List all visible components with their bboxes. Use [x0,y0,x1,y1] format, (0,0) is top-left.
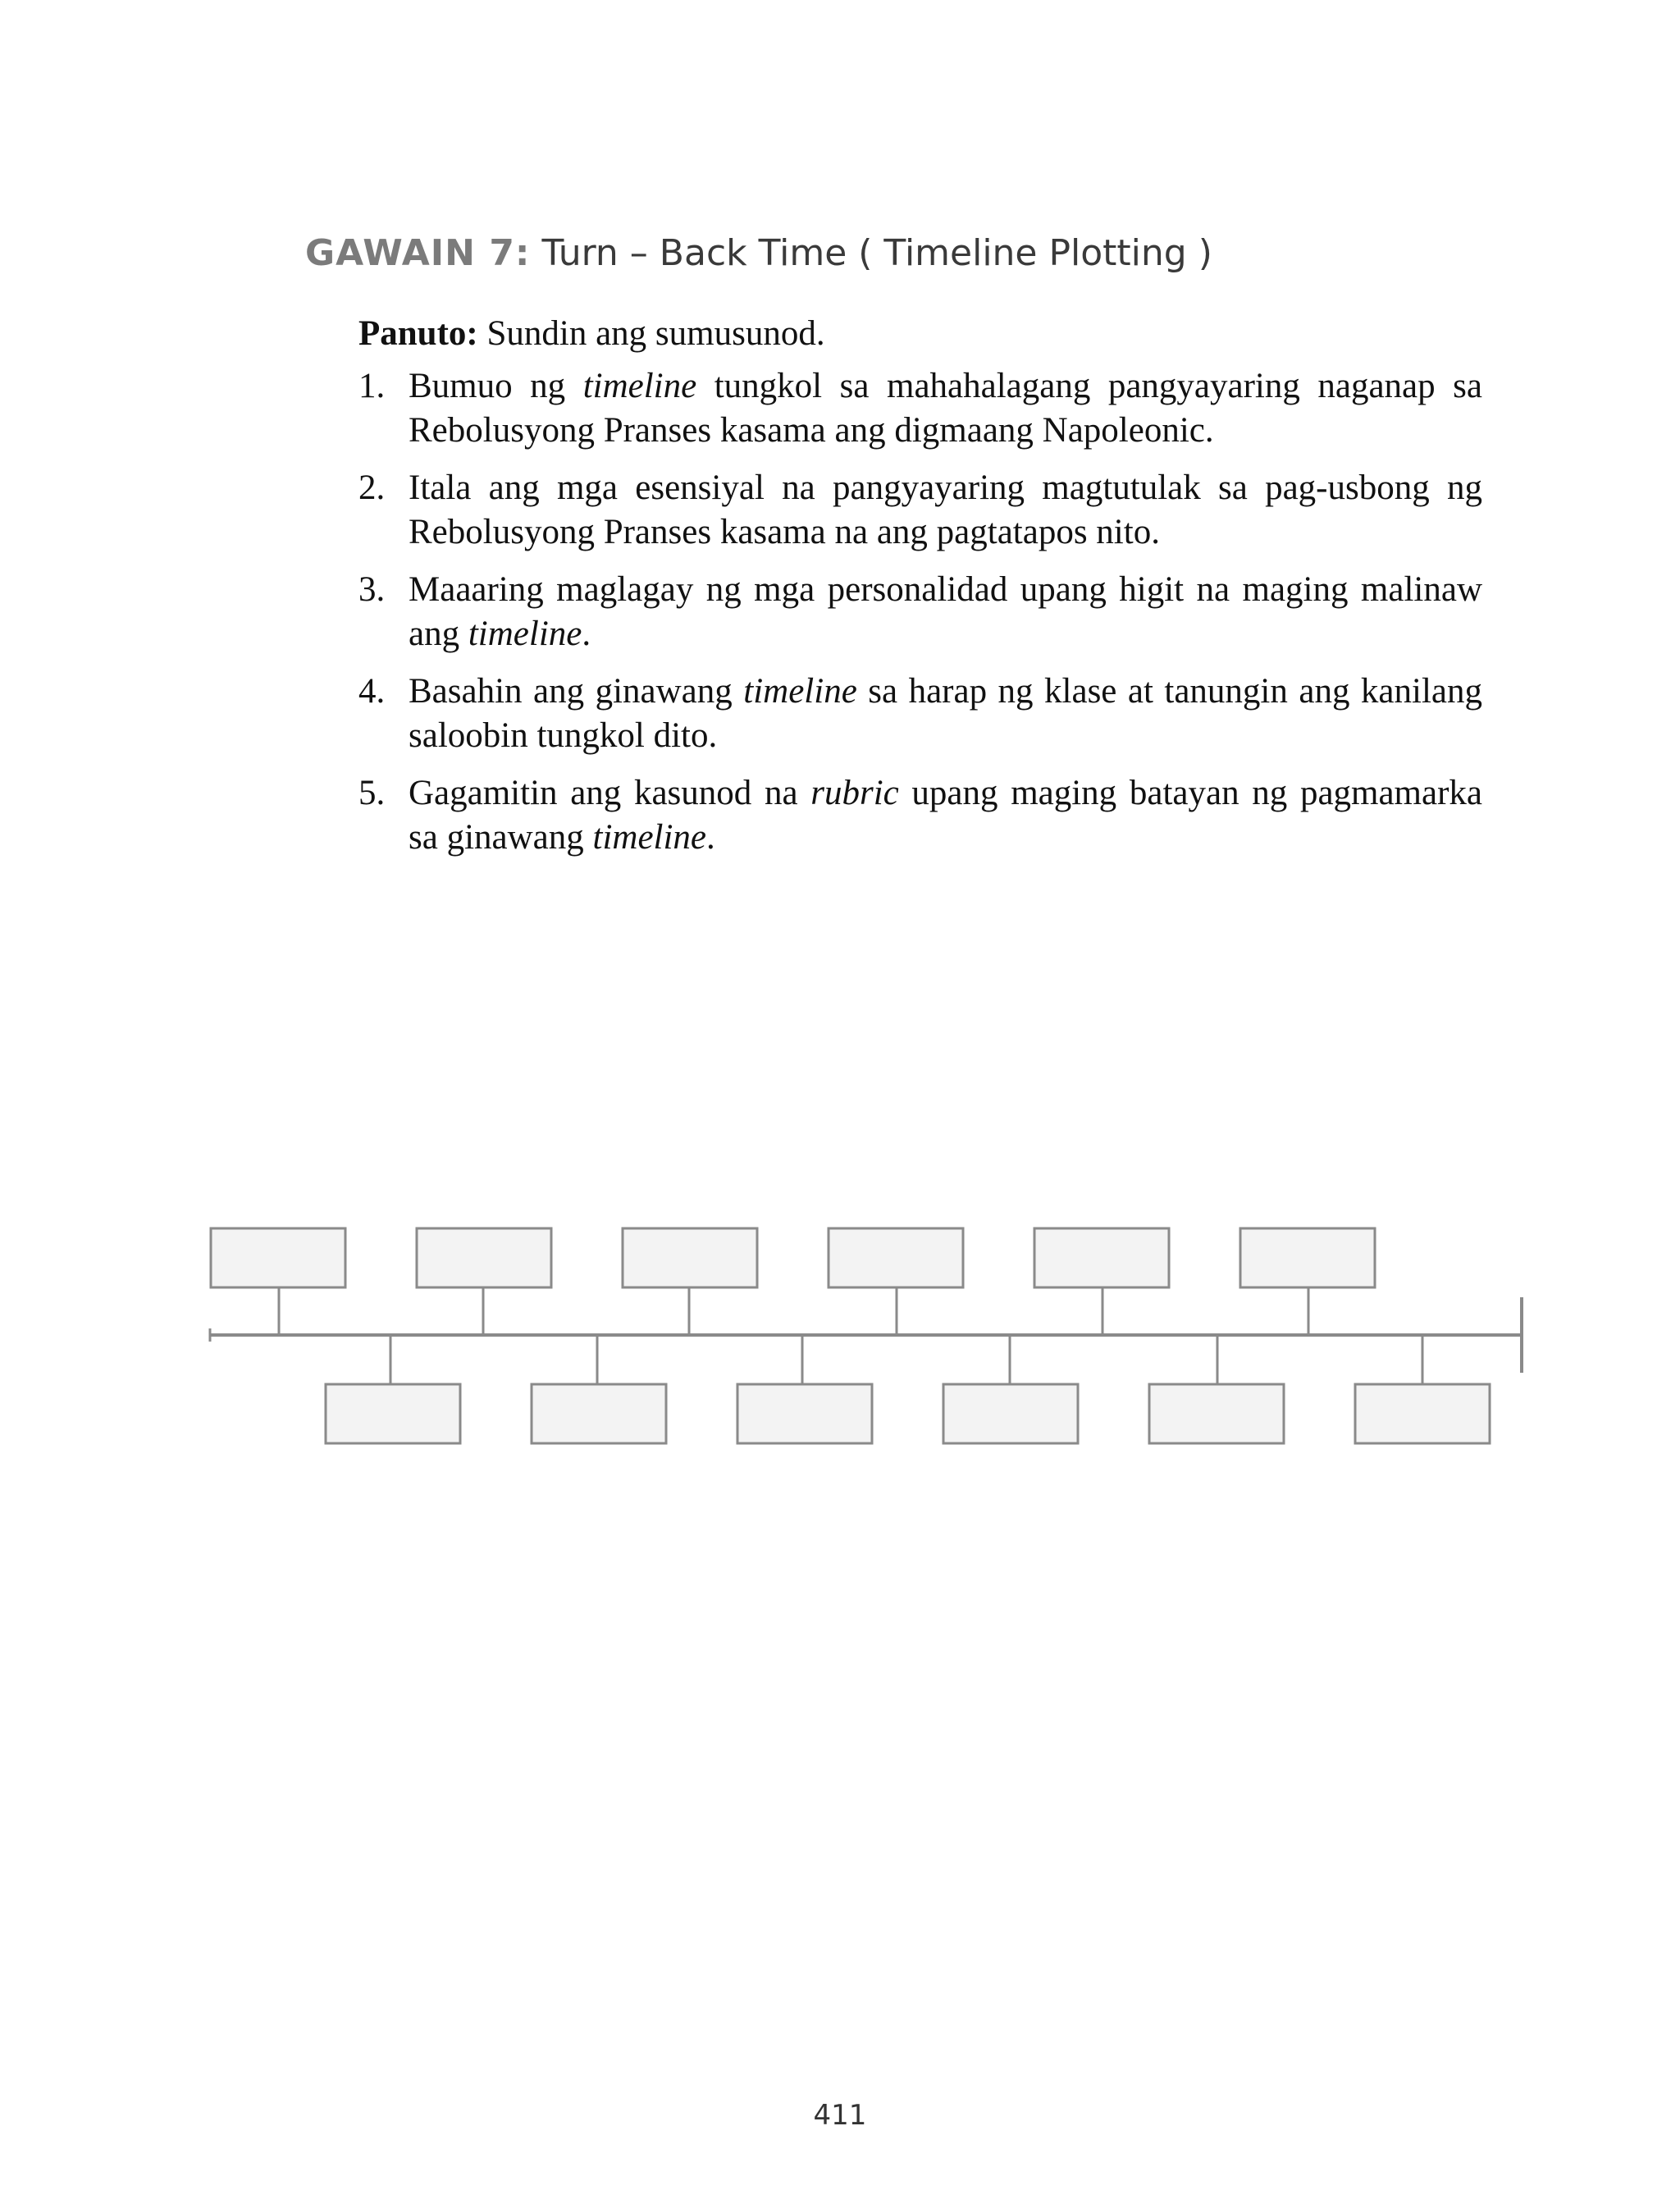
activity-label: GAWAIN 7: [305,232,531,274]
step-text-part: Bumuo ng [409,367,583,405]
timeline-bottom-box [326,1384,460,1443]
step-text-part: . [582,615,591,653]
step-text-part: Gagamitin ang kasunod na [409,774,811,812]
timeline-bottom-box [1355,1384,1490,1443]
step-text-italic: timeline [743,672,857,711]
step-number: 3. [358,570,386,609]
activity-title: Turn – Back Time ( Timeline Plotting ) [541,232,1212,274]
step-number: 5. [358,774,386,812]
step-text-part: tungkol sa mahahalagang pangyayaring naganap sa Rebolusyong Pranses kasama ang digmaang Napoleonic. [409,367,1482,450]
directions-label: Panuto: [358,314,478,353]
step-text-part: Basahin ang ginawang [409,672,744,711]
timeline-top-box [417,1228,551,1287]
step-number: 4. [358,672,386,711]
timeline-top-box [623,1228,757,1287]
step-text-part: . [706,818,715,857]
step-text-part: Maaaring maglagay ng mga personalidad upang higit na maging malinaw ang [409,570,1482,653]
timeline-bottom-box [943,1384,1078,1443]
timeline-top-box [1034,1228,1169,1287]
step-text-part: Itala ang mga esensiyal na pangyayaring magtutulak sa pag-usbong ng Rebolusyong Pranses kasama na ang pagtatapos nito. [409,469,1482,551]
timeline-top-box [211,1228,345,1287]
step-text-italic: timeline [592,818,707,857]
page-number: 411 [813,2099,867,2132]
step-text-part: upang maging batayan ng pagmamarka sa ginawang [409,774,1482,857]
timeline-top-box [829,1228,963,1287]
step-text-part: sa harap ng klase at tanungin ang kanilang saloobin tungkol dito. [409,672,1483,755]
timeline-bottom-box [1149,1384,1284,1443]
timeline-top-box [1240,1228,1375,1287]
timeline-bottom-box [737,1384,872,1443]
step-number: 2. [358,469,386,507]
directions-intro-text: Sundin ang sumusunod. [477,314,825,353]
step-text-italic: timeline [582,367,697,405]
timeline-bottom-box [532,1384,666,1443]
step-text-italic: rubric [810,774,899,812]
step-text-italic: timeline [468,615,582,653]
step-number: 1. [358,367,386,405]
